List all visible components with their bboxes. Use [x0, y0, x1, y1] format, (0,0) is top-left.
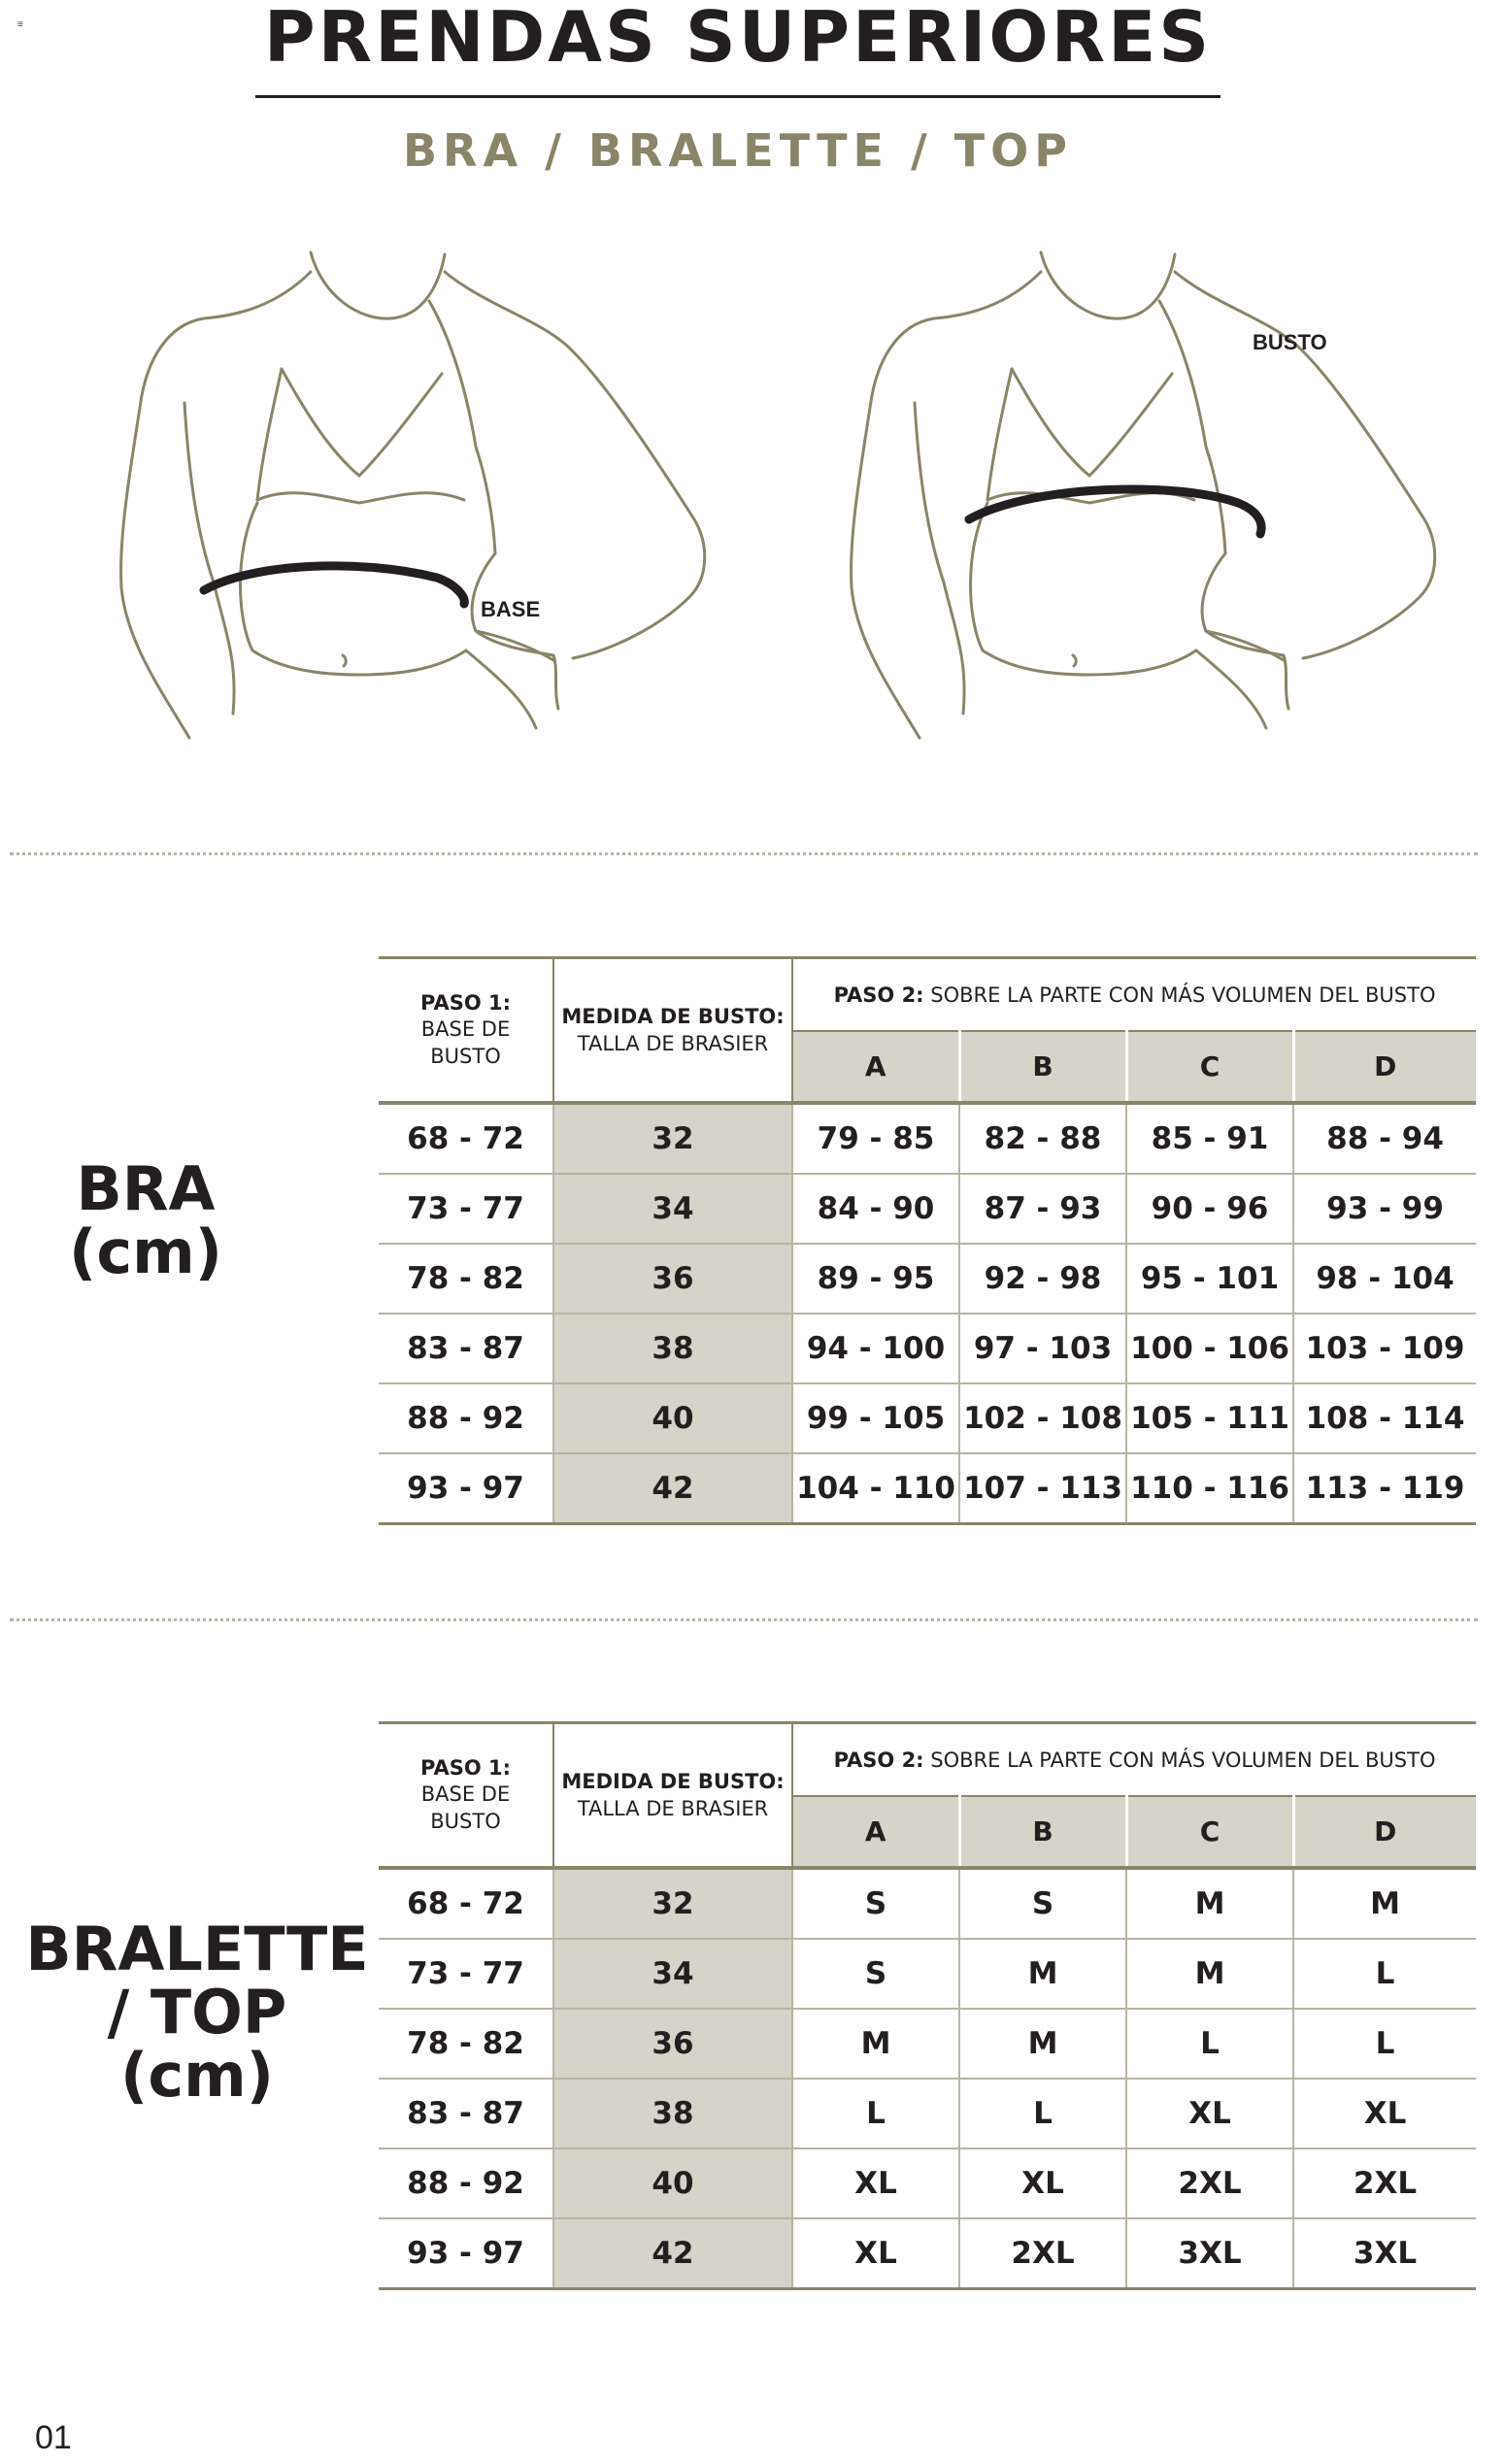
cup-cell: 92 - 98: [959, 1244, 1126, 1314]
table-row: [379, 1174, 1476, 1244]
step1-header: [379, 958, 553, 1104]
band-cell: 38: [553, 2079, 792, 2148]
step2-text: SOBRE LA PARTE CON MÁS VOLUMEN DEL BUSTO: [930, 982, 1436, 1007]
size-cell: M: [959, 1939, 1126, 2009]
base-cell: 83 - 87: [379, 2079, 553, 2148]
bralette-label-line1: BRALETTE: [25, 1914, 369, 1984]
step1-line2: BASE DE: [420, 1782, 511, 1807]
base-cell: 78 - 82: [379, 1244, 553, 1314]
menu-mark: ≡: [17, 19, 23, 30]
size-cell: XL: [1293, 2079, 1476, 2148]
cup-header: B: [959, 1031, 1126, 1103]
section-divider: [10, 1618, 1478, 1621]
cup-cell: 95 - 101: [1126, 1244, 1293, 1314]
band-size-header: [553, 1723, 792, 1869]
cup-header: B: [959, 1796, 1126, 1868]
section-divider: [10, 852, 1478, 855]
bra-label-line2: (cm): [68, 1216, 223, 1288]
table-row: [379, 2079, 1476, 2148]
bra-size-table: [379, 956, 1476, 1525]
size-cell: 2XL: [959, 2218, 1126, 2289]
bust-label: BUSTO: [1253, 330, 1327, 354]
base-cell: 68 - 72: [379, 1868, 553, 1939]
bust-tape: [969, 489, 1261, 534]
page-number: 01: [35, 2419, 72, 2456]
cup-cell: 87 - 93: [959, 1174, 1126, 1244]
bralette-label-line2: / TOP: [107, 1977, 287, 2048]
cup-cell: 79 - 85: [792, 1103, 959, 1174]
cup-cell: 110 - 116: [1126, 1453, 1293, 1524]
size-cell: M: [1293, 1868, 1476, 1939]
cup-cell: 93 - 99: [1293, 1174, 1476, 1244]
bralette-label-line3: (cm): [119, 2040, 275, 2112]
base-cell: 93 - 97: [379, 2218, 553, 2289]
cup-cell: 100 - 106: [1126, 1314, 1293, 1383]
size-cell: M: [792, 2009, 959, 2079]
band-size-title: MEDIDA DE BUSTO:: [561, 1004, 785, 1028]
band-size-subtitle: TALLA DE BRASIER: [577, 1032, 769, 1055]
cup-cell: 85 - 91: [1126, 1103, 1293, 1174]
table-row: [379, 1453, 1476, 1524]
cup-cell: 90 - 96: [1126, 1174, 1293, 1244]
base-cell: 83 - 87: [379, 1314, 553, 1383]
base-cell: 68 - 72: [379, 1103, 553, 1174]
band-cell: 40: [553, 1383, 792, 1453]
band-cell: 42: [553, 2218, 792, 2289]
step1-title: PASO 1:: [419, 1756, 511, 1781]
cup-header: D: [1293, 1031, 1476, 1103]
step2-title: PASO 2:: [833, 982, 924, 1007]
measurement-figures: [68, 243, 1495, 786]
size-cell: S: [792, 1939, 959, 2009]
step2-header: [792, 958, 1476, 1032]
bralette-section-label: [10, 1914, 385, 2112]
band-cell: 38: [553, 1314, 792, 1383]
cup-cell: 82 - 88: [959, 1103, 1126, 1174]
cup-cell: 113 - 119: [1293, 1453, 1476, 1524]
step2-header: [792, 1723, 1476, 1797]
cup-cell: 88 - 94: [1293, 1103, 1476, 1174]
band-size-subtitle: TALLA DE BRASIER: [577, 1797, 769, 1820]
size-cell: M: [1126, 1939, 1293, 2009]
table-row: [379, 1314, 1476, 1383]
cup-cell: 98 - 104: [1293, 1244, 1476, 1314]
cup-cell: 99 - 105: [792, 1383, 959, 1453]
bra-section-label: [49, 1153, 243, 1288]
step2-title: PASO 2:: [833, 1748, 924, 1772]
band-size-title: MEDIDA DE BUSTO:: [561, 1769, 785, 1793]
size-cell: XL: [792, 2218, 959, 2289]
cup-header: D: [1293, 1796, 1476, 1868]
cup-cell: 108 - 114: [1293, 1383, 1476, 1453]
band-cell: 36: [553, 1244, 792, 1314]
band-cell: 40: [553, 2148, 792, 2218]
size-cell: L: [1293, 2009, 1476, 2079]
cup-cell: 84 - 90: [792, 1174, 959, 1244]
base-label: BASE: [481, 597, 541, 621]
band-cell: 32: [553, 1868, 792, 1939]
size-cell: L: [959, 2079, 1126, 2148]
cup-cell: 104 - 110: [792, 1453, 959, 1524]
size-cell: 3XL: [1293, 2218, 1476, 2289]
title-divider: [255, 95, 1221, 98]
band-cell: 42: [553, 1453, 792, 1524]
figure-bust-measurement: [852, 252, 1435, 738]
step1-title: PASO 1:: [419, 991, 511, 1016]
cup-cell: 105 - 111: [1126, 1383, 1293, 1453]
table-row: [379, 1103, 1476, 1174]
step1-line2: BASE DE: [420, 1017, 511, 1042]
band-cell: 34: [553, 1174, 792, 1244]
cup-header: C: [1126, 1796, 1293, 1868]
step1-line3: BUSTO: [430, 1044, 501, 1068]
size-cell: 2XL: [1126, 2148, 1293, 2218]
table-row: [379, 1939, 1476, 2009]
cup-cell: 94 - 100: [792, 1314, 959, 1383]
size-cell: 3XL: [1126, 2218, 1293, 2289]
size-cell: M: [959, 2009, 1126, 2079]
cup-cell: 102 - 108: [959, 1383, 1126, 1453]
band-size-header: [553, 958, 792, 1104]
cup-header: A: [792, 1796, 959, 1868]
base-cell: 88 - 92: [379, 1383, 553, 1453]
table-row: [379, 1868, 1476, 1939]
cup-header: C: [1126, 1031, 1293, 1103]
base-tape: [204, 566, 464, 604]
size-cell: 2XL: [1293, 2148, 1476, 2218]
base-cell: 93 - 97: [379, 1453, 553, 1524]
base-cell: 73 - 77: [379, 1939, 553, 2009]
cup-cell: 89 - 95: [792, 1244, 959, 1314]
page-title: PRENDAS SUPERIORES: [263, 0, 1213, 78]
size-cell: L: [1126, 2009, 1293, 2079]
size-cell: L: [792, 2079, 959, 2148]
cup-header: A: [792, 1031, 959, 1103]
size-cell: S: [959, 1868, 1126, 1939]
page-subtitle: BRA / BRALETTE / TOP: [403, 124, 1073, 177]
base-cell: 73 - 77: [379, 1174, 553, 1244]
cup-cell: 97 - 103: [959, 1314, 1126, 1383]
table-row: [379, 2009, 1476, 2079]
table-row: [379, 2148, 1476, 2218]
size-cell: XL: [959, 2148, 1126, 2218]
base-cell: 78 - 82: [379, 2009, 553, 2079]
size-cell: L: [1293, 1939, 1476, 2009]
figure-base-measurement: [121, 252, 705, 738]
base-cell: 88 - 92: [379, 2148, 553, 2218]
cup-cell: 103 - 109: [1293, 1314, 1476, 1383]
band-cell: 34: [553, 1939, 792, 2009]
size-cell: S: [792, 1868, 959, 1939]
size-cell: XL: [1126, 2079, 1293, 2148]
size-cell: M: [1126, 1868, 1293, 1939]
cup-cell: 107 - 113: [959, 1453, 1126, 1524]
band-cell: 36: [553, 2009, 792, 2079]
bralette-size-table: [379, 1721, 1476, 2290]
step1-line3: BUSTO: [430, 1809, 501, 1833]
table-row: [379, 1383, 1476, 1453]
size-cell: XL: [792, 2148, 959, 2218]
table-row: [379, 2218, 1476, 2289]
table-row: [379, 1244, 1476, 1314]
band-cell: 32: [553, 1103, 792, 1174]
bra-label-line1: BRA: [76, 1153, 216, 1224]
step2-text: SOBRE LA PARTE CON MÁS VOLUMEN DEL BUSTO: [930, 1748, 1436, 1772]
step1-header: [379, 1723, 553, 1869]
